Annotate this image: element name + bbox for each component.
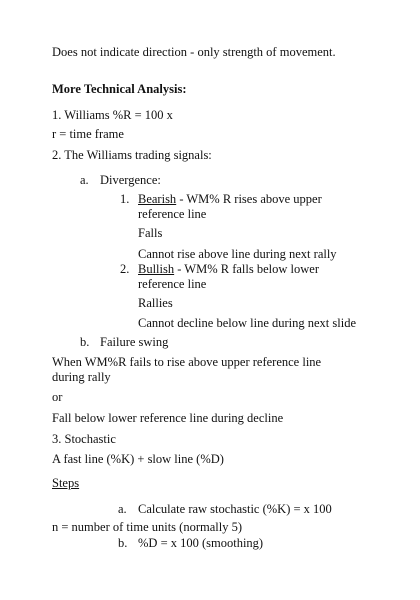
timeframe-definition: r = time frame	[52, 127, 124, 141]
list-marker: a.	[118, 502, 127, 516]
fast-slow-line-text: A fast line (%K) + slow line (%D)	[52, 452, 224, 466]
list-item	[138, 262, 319, 277]
intro-text: Does not indicate direction - only strength of movement.	[52, 45, 336, 59]
list-marker: 2.	[120, 262, 130, 276]
bullish-slide-note: Cannot decline below line during next slide	[138, 316, 357, 330]
bearish-description-cont: reference line	[138, 207, 207, 221]
bearish-rally-note: Cannot rise above line during next rally	[138, 247, 337, 261]
stochastic-heading: 3. Stochastic	[52, 432, 116, 446]
failure-description: When WM%R fails to rise above upper reference line	[52, 355, 322, 369]
williams-formula: 1. Williams %R = 100 x	[52, 108, 173, 122]
fall-description: Fall below lower reference line during decline	[52, 411, 284, 425]
signals-title: 2. The Williams trading signals:	[52, 148, 212, 162]
list-marker: b.	[80, 335, 90, 349]
list-marker: a.	[80, 173, 89, 187]
bullish-rallies: Rallies	[138, 296, 173, 310]
step-a-text: Calculate raw stochastic (%K) = x 100	[138, 502, 332, 516]
bullish-description: - WM% R falls below lower	[174, 262, 320, 276]
failure-description-cont: during rally	[52, 370, 111, 384]
section-heading: More Technical Analysis:	[52, 82, 187, 96]
divergence-label: Divergence:	[100, 173, 161, 187]
or-text: or	[52, 390, 63, 404]
steps-heading: Steps	[52, 476, 80, 490]
list-marker: 1.	[120, 192, 130, 206]
failure-swing-label: Failure swing	[100, 335, 169, 349]
bullish-term: Bullish	[138, 262, 175, 276]
bearish-falls: Falls	[138, 226, 163, 240]
step-b-text: %D = x 100 (smoothing)	[138, 536, 264, 550]
n-definition: n = number of time units (normally 5)	[52, 520, 243, 534]
bearish-description: - WM% R rises above upper	[176, 192, 322, 206]
list-item	[138, 192, 322, 207]
list-marker: b.	[118, 536, 128, 550]
bearish-term: Bearish	[138, 192, 177, 206]
bullish-description-cont: reference line	[138, 277, 207, 291]
